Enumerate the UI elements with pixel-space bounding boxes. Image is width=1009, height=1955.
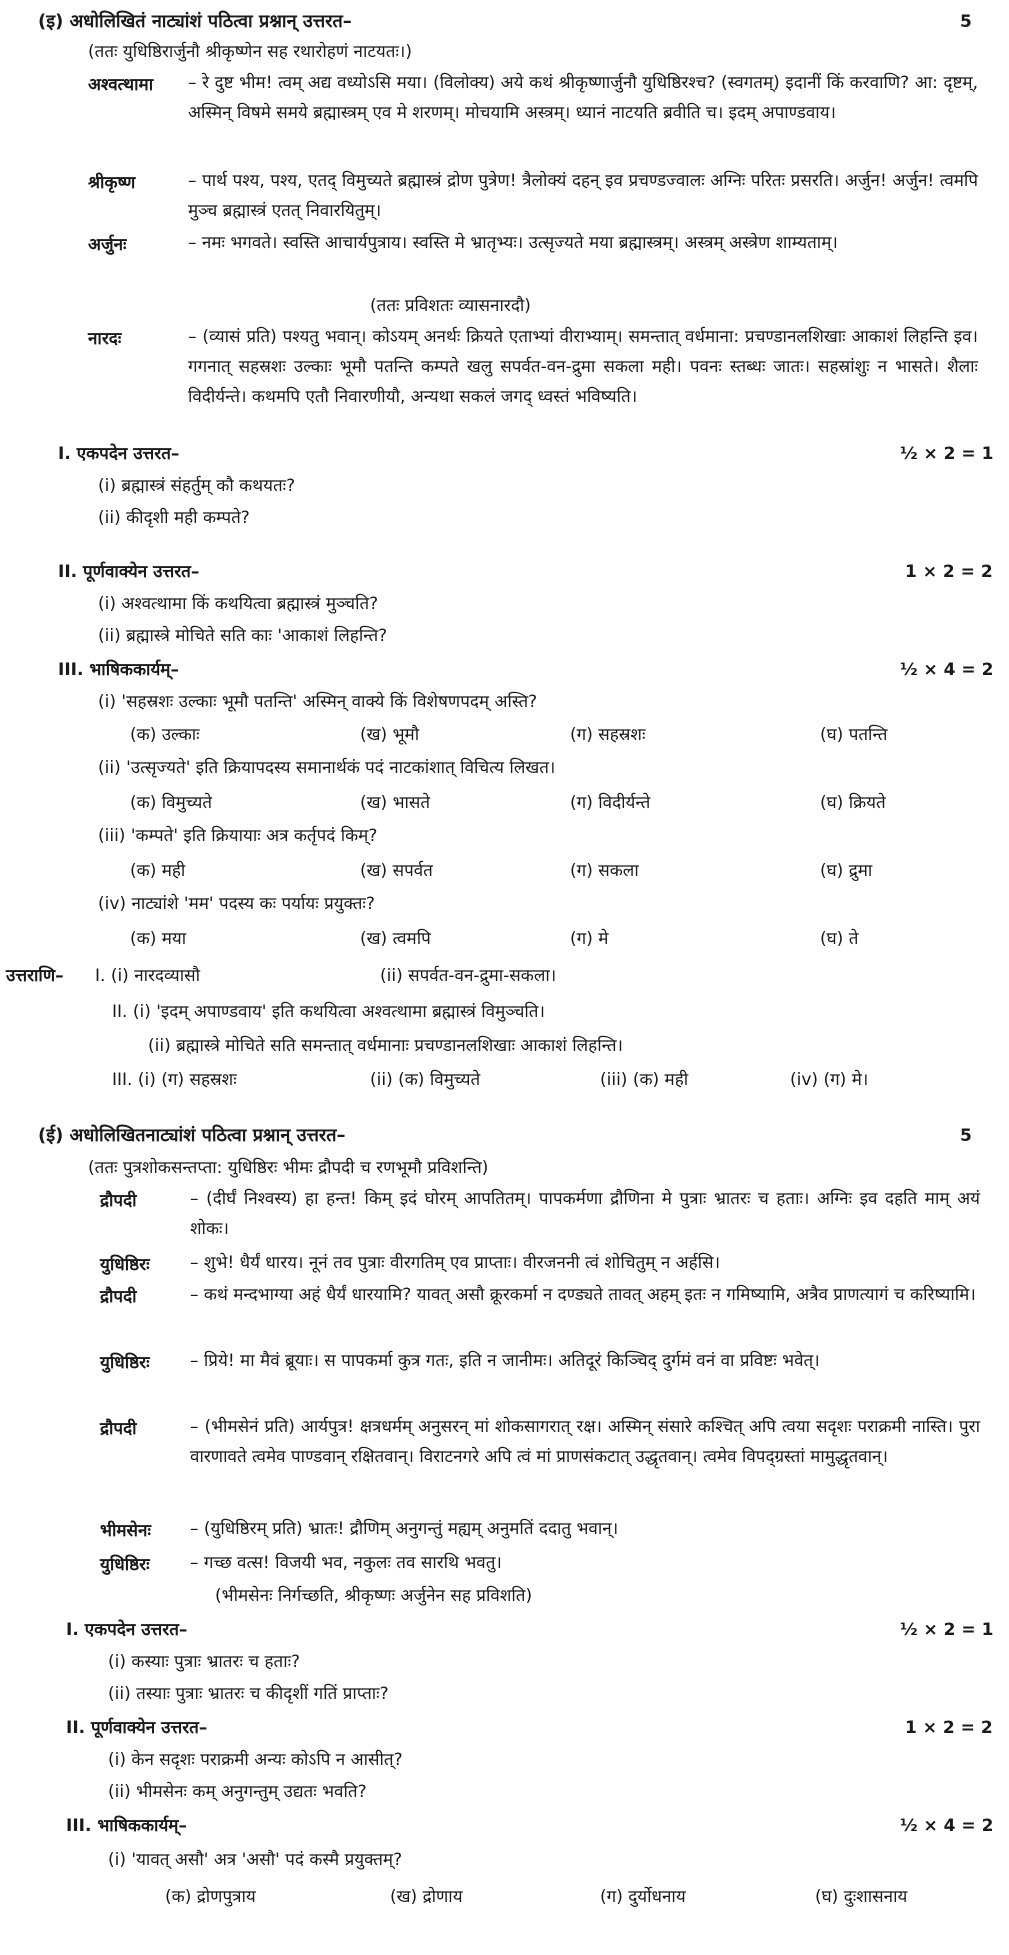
dialogue: – गच्छ वत्स! विजयी भव, नकुलः तव सारथि भवतु। — [190, 1553, 502, 1573]
question-marks: ½ × 2 = 1 — [900, 1620, 994, 1640]
speaker: द्रौपदी — [100, 1419, 137, 1439]
speaker: श्रीकृष्ण — [88, 173, 136, 193]
question-item: (ii) भीमसेनः कम् अनुगन्तुम् उद्यतः भवति? — [108, 1782, 367, 1802]
dialogue: – रे दुष्ट भीम! त्वम् अद्य वध्योऽसि मया। (विलोक्य) अये कथं श्रीकृष्णार्जुनौ युधिष्ठिरश्च? (स्वगतम्) इदानीं किं करवाणि? आ: दृष्टम्, अस्मिन् विषमे समये ब्रह्मास्त्रम् एव मे शरणम्। मोचयामि अस्त्रम्। ध्यानं नाटयति ब्रवीति च। इदम् अपाण्डवाय। — [188, 73, 979, 123]
speaker: युधिष्ठिरः — [100, 1555, 150, 1575]
mcq-option: (ग) विदीर्यन्ते — [570, 793, 651, 813]
question-item: (ii) तस्याः पुत्राः भ्रातरः च कीदृशीं गतिं प्राप्ताः? — [108, 1684, 389, 1704]
mcq-option: (ग) दुर्योधनाय — [600, 1887, 686, 1907]
mcq-option: (क) विमुच्यते — [130, 793, 213, 813]
speaker: द्रौपदी — [100, 1191, 137, 1211]
mcq-option: (क) मही — [130, 861, 186, 881]
question-item: (ii) ब्रह्मास्त्रे मोचिते सति काः 'आकाशं लिहन्ति? — [98, 626, 388, 646]
question-item: (ii) कीदृशी मही कम्पते? — [98, 508, 250, 528]
speaker: द्रौपदी — [100, 1287, 137, 1307]
stage-direction: (ततः प्रविशतः व्यासनारदौ) — [370, 296, 531, 316]
stage-direction: (भीमसेनः निर्गच्छति, श्रीकृष्णः अर्जुनेन सह प्रविशति) — [215, 1586, 533, 1606]
question-item: (i) केन सदृशः पराक्रमी अन्यः कोऽपि न आसीत्? — [108, 1750, 403, 1770]
stage-direction: (ततः युधिष्ठिरार्जुनौ श्रीकृष्णेन सह रथारोहणं नाटयतः।) — [88, 42, 412, 62]
answer-line: I. (i) नारदव्यासौ — [95, 966, 201, 986]
section-heading: (इ) अधोलिखितं नाट्यांशं पठित्वा प्रश्नान् उत्तरत– — [38, 11, 352, 32]
answer-line: III. (i) (ग) सहस्रशः — [112, 1070, 237, 1090]
question-item: (i) ब्रह्मास्त्रं संहर्तुम् कौ कथयतः? — [98, 476, 296, 496]
answers-label: उत्तराणि– — [6, 966, 64, 986]
question-marks: 1 × 2 = 2 — [905, 562, 993, 582]
section-marks: 5 — [960, 12, 972, 32]
answer-line: (ii) ब्रह्मास्त्रे मोचिते सति समन्तात् वर्धमानाः प्रचण्डानलशिखाः आकाशं लिहन्ति। — [148, 1036, 623, 1056]
mcq-option: (ग) मे — [570, 929, 609, 949]
mcq-option: (ख) भासते — [360, 793, 431, 813]
dialogue: – पार्थ पश्य, पश्य, एतद् विमुच्यते ब्रह्मास्त्रं द्रोण पुत्रेण! त्रैलोक्यं दहन् इव प्रचण्डज्वालः अग्निः परितः प्रसरति। अर्जुन! अर्जुन! त्वमपि मुञ्च ब्रह्मास्त्रं एतत् निवारयितुम्। — [188, 171, 978, 221]
speaker: भीमसेनः — [100, 1521, 151, 1541]
mcq-option: (घ) ते — [820, 929, 859, 949]
dialogue: – (भीमसेनं प्रति) आर्यपुत्र! क्षत्रधर्मम् अनुसरन् मां शोकसागरात् रक्ष। अस्मिन् संसारे कश्चित् अपि त्वया सदृशः पराक्रमी नास्ति। पुरा वारणावते त्वमेव पाण्डवान् रक्षितवान्। विराटनगरे अपि त्वं मां प्राणसंकटात् उद्धृतवान्। त्वमेव विपद्ग्रस्तां मामुद्धृतवान्। — [190, 1417, 981, 1467]
speaker: नारदः — [88, 329, 122, 349]
dialogue: – (व्यासं प्रति) पश्यतु भवान्। कोऽयम् अनर्थः क्रियते एताभ्यां वीराभ्याम्। समन्तात् वर्धमाना: प्रचण्डानलशिखाः आकाशं लिहन्ति इव। गगनात् सहस्रशः उल्काः भूमौ पतन्ति कम्पते खलु सपर्वत-वन-द्रुमा सकला मही। पवनः स्तब्धः जातः। सहस्रांशुः न भासते। शैलाः विदीर्यन्ते। कथमपि एतौ निवारणीयौ, अन्यथा सकलं जगद् ध्वस्तं भविष्यति। — [188, 327, 978, 407]
mcq-option: (ग) सकला — [570, 861, 639, 881]
question-marks: 1 × 2 = 2 — [905, 1718, 993, 1738]
mcq-option: (घ) दुःशासनाय — [815, 1887, 908, 1907]
answer-line: (iii) (क) मही — [600, 1070, 689, 1090]
answer-line: (ii) सपर्वत-वन-द्रुमा-सकला। — [380, 966, 557, 986]
dialogue: – (युधिष्ठिरम् प्रति) भ्रातः! द्रौणिम् अनुगन्तुं मह्यम् अनुमतिं ददातु भवान्। — [190, 1519, 619, 1539]
mcq-option: (ख) सपर्वत — [360, 861, 433, 881]
mcq-question: (iv) नाट्यांशे 'मम' पदस्य कः पर्यायः प्रयुक्तः? — [98, 894, 375, 914]
dialogue: – कथं मन्दभाग्या अहं धैर्यं धारयामि? यावत् असौ क्रूरकर्मा न दण्ड्यते तावत् अहम् इतः न गमिष्यामि, अत्रैव प्राणत्यागं च करिष्यामि। — [190, 1285, 976, 1305]
mcq-option: (क) मया — [130, 929, 187, 949]
section-heading: (ई) अधोलिखितनाट्यांशं पठित्वा प्रश्नान् उत्तरत– — [38, 1125, 346, 1146]
mcq-option: (क) द्रोणपुत्राय — [165, 1887, 256, 1907]
mcq-option: (घ) क्रियते — [820, 793, 886, 813]
question-heading: II. पूर्णवाक्येन उत्तरत– — [66, 1718, 208, 1738]
dialogue: – नमः भगवते। स्वस्ति आचार्यपुत्राय। स्वस्ति मे भ्रातृभ्यः। उत्सृज्यते मया ब्रह्मास्त्रम्। अस्त्रम् अस्त्रेण शाम्यताम्। — [188, 233, 838, 253]
speaker: युधिष्ठिरः — [100, 1353, 150, 1373]
mcq-question: (iii) 'कम्पते' इति क्रियायाः अत्र कर्तृपदं किम्? — [98, 826, 378, 846]
speaker: अर्जुनः — [88, 235, 127, 255]
speaker: युधिष्ठिरः — [100, 1255, 150, 1275]
speaker: अश्वत्थामा — [88, 75, 154, 95]
question-heading: II. पूर्णवाक्येन उत्तरत– — [58, 562, 200, 582]
mcq-option: (घ) द्रुमा — [820, 861, 873, 881]
dialogue: – शुभे! धैर्यं धारय। नूनं तव पुत्राः वीरगतिम् एव प्राप्ताः। वीरजननी त्वं शोचितुम् न अर्हसि। — [190, 1253, 721, 1273]
question-marks: ½ × 4 = 2 — [900, 1816, 994, 1836]
mcq-option: (घ) पतन्ति — [820, 725, 888, 745]
mcq-question: (i) 'सहस्रशः उल्काः भूमौ पतन्ति' अस्मिन् वाक्ये किं विशेषणपदम् अस्ति? — [98, 692, 538, 712]
question-item: (i) कस्याः पुत्राः भ्रातरः च हताः? — [108, 1652, 301, 1672]
answer-line: (iv) (ग) मे। — [790, 1070, 869, 1090]
question-heading: III. भाषिककार्यम्– — [58, 660, 179, 680]
mcq-option: (ख) द्रोणाय — [390, 1887, 463, 1907]
mcq-question: (ii) 'उत्सृज्यते' इति क्रियापदस्य समानार्थकं पदं नाटकांशात् विचित्य लिखत। — [98, 758, 556, 778]
question-heading: I. एकपदेन उत्तरत– — [58, 444, 180, 464]
mcq-option: (ख) त्वमपि — [360, 929, 431, 949]
question-heading: III. भाषिककार्यम्– — [66, 1816, 187, 1836]
mcq-option: (ख) भूमौ — [360, 725, 420, 745]
dialogue: – (दीर्घं निश्वस्य) हा हन्त! किम् इदं घोरम् आपतितम्। पापकर्मणा द्रौणिना मे पुत्राः भ्रातरः च हताः। अग्निः इव दहति माम् अयं शोकः। — [190, 1189, 980, 1239]
question-item: (i) अश्वत्थामा किं कथयित्वा ब्रह्मास्त्रं मुञ्चति? — [98, 594, 379, 614]
mcq-option: (क) उल्काः — [130, 725, 200, 745]
section-marks: 5 — [960, 1126, 972, 1146]
answer-line: II. (i) 'इदम् अपाण्डवाय' इति कथयित्वा अश्वत्थामा ब्रह्मास्त्रं विमुञ्चति। — [112, 1002, 545, 1022]
dialogue: – प्रिये! मा मैवं ब्रूयाः। स पापकर्मा कुत्र गतः, इति न जानीमः। अतिदूरं किञ्चिद् दुर्गमं वनं वा प्रविष्टः भवेत्। — [190, 1351, 820, 1371]
question-marks: ½ × 2 = 1 — [900, 444, 994, 464]
question-marks: ½ × 4 = 2 — [900, 660, 994, 680]
question-heading: I. एकपदेन उत्तरत– — [66, 1620, 188, 1640]
mcq-option: (ग) सहस्रशः — [570, 725, 646, 745]
stage-direction: (ततः पुत्रशोकसन्तप्ता: युधिष्ठिरः भीमः द्रौपदी च रणभूमौ प्रविशन्ति) — [88, 1158, 489, 1178]
answer-line: (ii) (क) विमुच्यते — [370, 1070, 481, 1090]
mcq-question: (i) 'यावत् असौ' अत्र 'असौ' पदं कस्मै प्रयुक्तम्? — [108, 1850, 403, 1870]
